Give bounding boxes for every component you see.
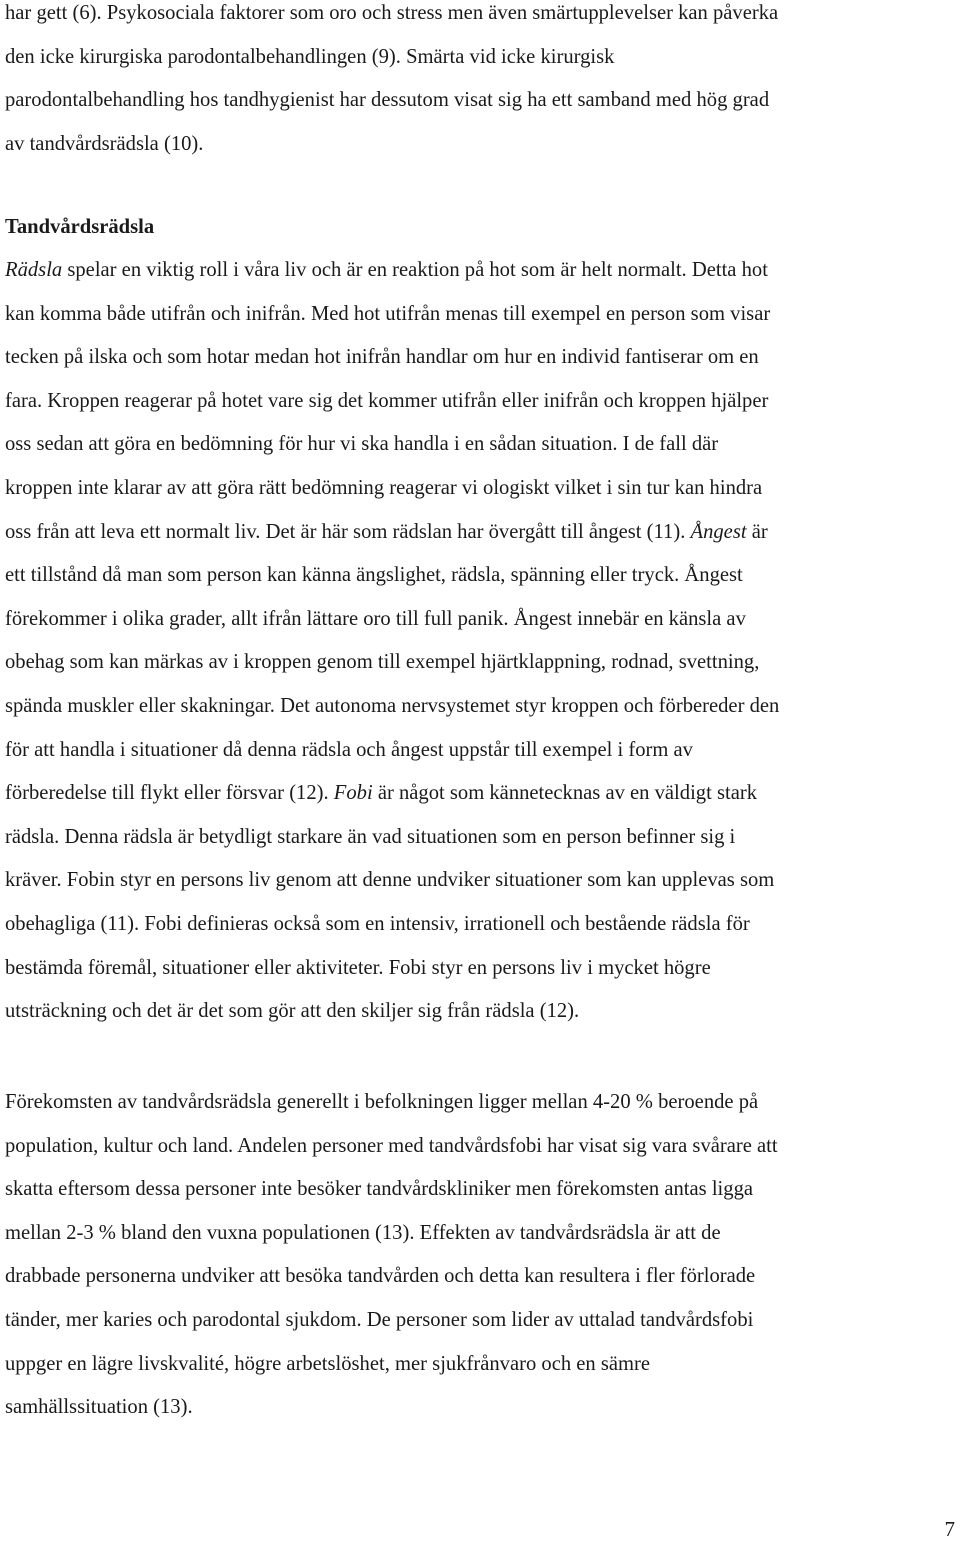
text-line: skatta eftersom dessa personer inte besöker tandvårdskliniker men förekomsten antas ligga (5, 1178, 754, 1201)
text-line: fara. Kroppen reagerar på hotet vare sig det kommer utifrån eller inifrån och kroppen hjälper (5, 389, 769, 412)
text-line: förberedelse till flykt eller försvar (12). Fobi är något som kännetecknas av en väldigt stark (5, 782, 757, 805)
prevalence-paragraph (5, 1081, 957, 1430)
text-line: obehagliga (11). Fobi definieras också som en intensiv, irrationell och bestående rädsla för (5, 912, 750, 935)
text-line: tecken på ilska och som hotar medan hot inifrån handlar om hur en individ fantiserar om en (5, 346, 759, 369)
text-line: kräver. Fobin styr en persons liv genom att denne undviker situationer som kan upplevas som (5, 869, 775, 892)
text-line: tänder, mer karies och parodontal sjukdom. De personer som lider av uttalad tandvårdsfobi (5, 1308, 754, 1331)
text-line: mellan 2-3 % bland den vuxna populationen (13). Effekten av tandvårdsrädsla är att de (5, 1221, 721, 1244)
text-line: kan komma både utifrån och inifrån. Med hot utifrån menas till exempel en person som visar (5, 302, 771, 325)
text-line: har gett (6). Psykosociala faktorer som oro och stress men även smärtupplevelser kan påverka (5, 2, 779, 24)
text-line: drabbade personerna undviker att besöka tandvården och detta kan resultera i fler förlorade (5, 1265, 756, 1288)
text-line: Rädsla spelar en viktig roll i våra liv och är en reaktion på hot som är helt normalt. Detta hot (5, 259, 768, 281)
term-italic: Fobi (333, 782, 373, 805)
text-line: spända muskler eller skakningar. Det autonoma nervsystemet styr kroppen och förbereder den (5, 694, 780, 717)
page-number: 7 (944, 1517, 955, 1541)
term-italic: Rädsla (5, 259, 63, 281)
intro-paragraph (5, 0, 957, 166)
text-line: den icke kirurgiska parodontalbehandlingen (9). Smärta vid icke kirurgisk (5, 45, 615, 68)
text-line: av tandvårdsrädsla (10). (5, 132, 204, 155)
text-line: obehag som kan märkas av i kroppen genom till exempel hjärtklappning, rodnad, svettning, (5, 651, 760, 674)
text-line: Förekomsten av tandvårdsrädsla generellt i befolkningen ligger mellan 4-20 % beroende på (5, 1091, 759, 1113)
text-line: bestämda föremål, situationer eller aktiviteter. Fobi styr en persons liv i mycket högre (5, 956, 711, 979)
text-line: utsträckning och det är det som gör att den skiljer sig från rädsla (12). (5, 1000, 580, 1023)
text-line: för att handla i situationer då denna rädsla och ångest uppstår till exempel i form av (5, 738, 693, 761)
text-line: förekommer i olika grader, allt ifrån lättare oro till full panik. Ångest innebär en känsla av (5, 607, 746, 630)
section-heading: Tandvårdsrädsla (5, 216, 155, 238)
text-line: parodontalbehandling hos tandhygienist har dessutom visat sig ha ett samband med hög grad (5, 89, 770, 112)
text-line: kroppen inte klarar av att göra rätt bedömning reagerar vi ologiskt vilket i sin tur kan hindra (5, 476, 763, 499)
text-line: uppger en lägre livskvalité, högre arbetslöshet, mer sjukfrånvaro och en sämre (5, 1352, 651, 1375)
text-line: ett tillstånd då man som person kan känna ängslighet, rädsla, spänning eller tryck. Ångest (5, 564, 743, 587)
text-line: rädsla. Denna rädsla är betydligt starkare än vad situationen som en person befinner sig i (5, 825, 736, 848)
text-line: samhällssituation (13). (5, 1396, 193, 1419)
term-italic: Ångest (690, 520, 747, 543)
text-line: oss från att leva ett normalt liv. Det är här som rädslan har övergått till ångest (11). Ångest är (5, 520, 768, 543)
text-line: population, kultur och land. Andelen personer med tandvårdsfobi har visat sig vara svårare att (5, 1134, 778, 1157)
text-line: oss sedan att göra en bedömning för hur vi ska handla i en sådan situation. I de fall där (5, 433, 719, 456)
fear-paragraph (5, 249, 957, 1034)
